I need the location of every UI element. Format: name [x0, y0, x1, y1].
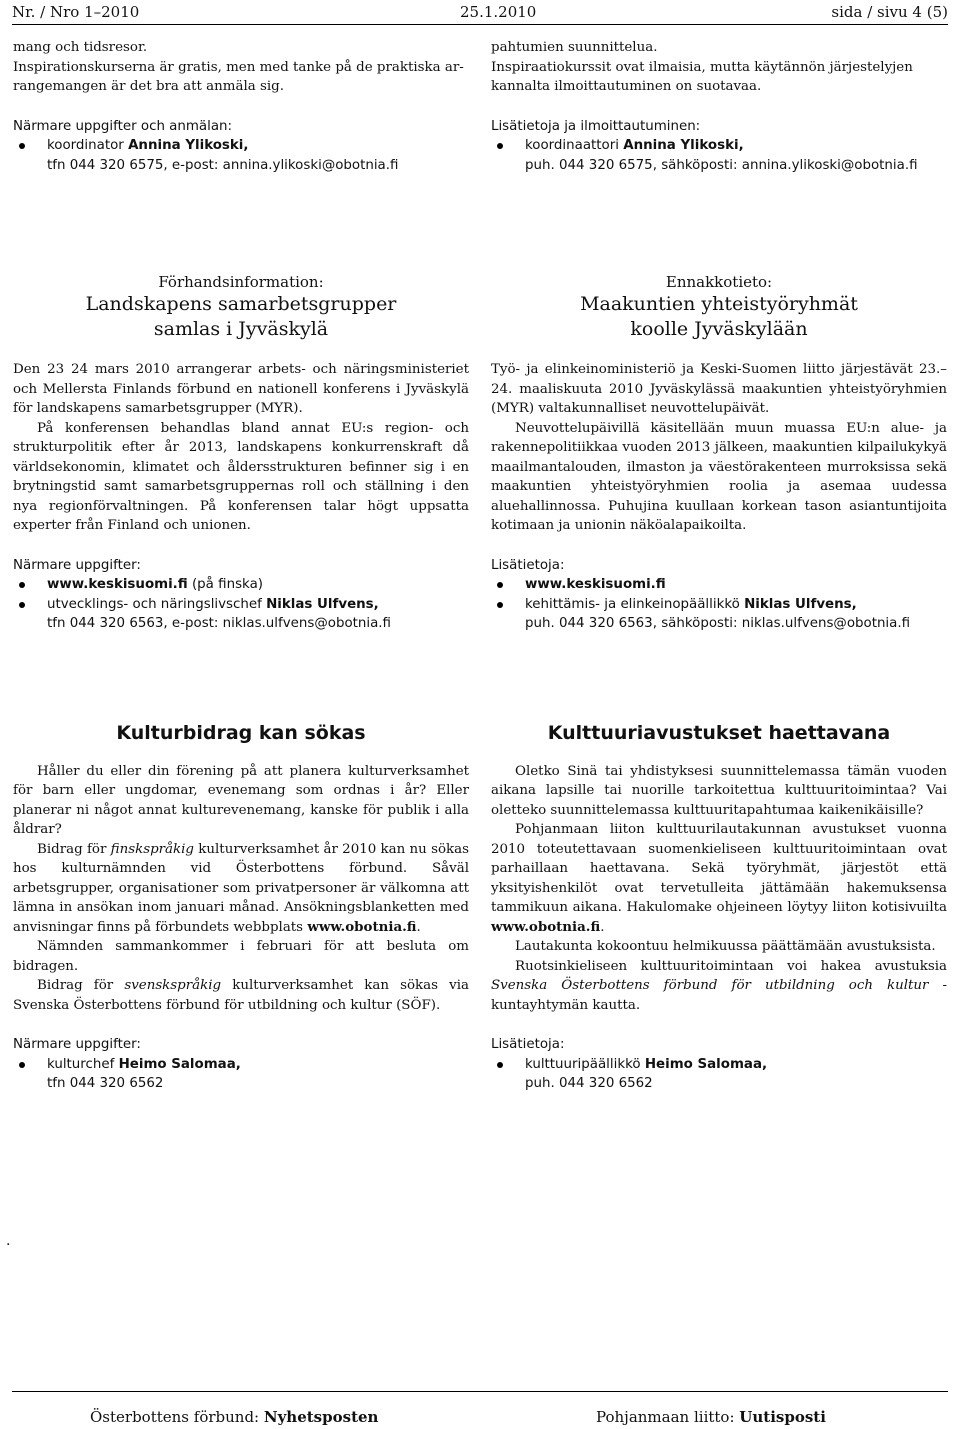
page-header	[12, 0, 948, 25]
paragraph	[491, 820, 947, 937]
link-note: (på finska)	[187, 577, 263, 592]
text-run: kulturverksamhet kan sökas via Svenska Österbottens förbund för utbildning och kultur (SÖF).	[13, 978, 469, 1013]
contact-details: tfn 044 320 6575, e-post: annina.ylikoski@obotnia.fi	[47, 157, 399, 173]
contact-details: tfn 044 320 6563, e-post: niklas.ulfvens@obotnia.fi	[47, 616, 391, 631]
text-run: kulturverksamhet år 2010 kan nu sökas hos kulturnämnden vid Österbottens förbund. Såväl arbetsgrupper, organisationer som privatpersoner är välkomna att lämna in ansökan inom januari månad. Ansökningsblanketten med anvisningar finns på förbundets webbplats	[13, 841, 469, 935]
text-run: .	[600, 919, 605, 935]
contact-name: Annina Ylikoski,	[623, 138, 744, 153]
bottom-left-article	[13, 724, 469, 1094]
text-line: kannalta ilmoittautuminen on suotavaa.	[491, 79, 762, 94]
contact-list	[491, 1055, 947, 1094]
bullet-icon	[19, 582, 25, 588]
website-link[interactable]: www.keskisuomi.fi	[47, 577, 188, 592]
contact-name: Heimo Salomaa,	[118, 1056, 241, 1072]
list-item	[13, 1055, 469, 1094]
contact-label: Närmare uppgifter och anmälan:	[13, 118, 233, 134]
contact-name: Annina Ylikoski,	[128, 138, 249, 153]
list-item	[491, 1055, 947, 1094]
bullet-icon	[19, 602, 25, 608]
website-link[interactable]: www.keskisuomi.fi	[525, 577, 666, 592]
paragraph: Håller du eller din förening på att planera kulturverksamhet för barn eller ungdomar, evenemang som ordnas i år? Eller planerar ni något annat kulturevenemang, kanske för publik i alla åldrar?	[13, 763, 469, 837]
text-run: -kuntayhtymän kautta.	[491, 978, 947, 1013]
bullet-icon	[497, 602, 503, 608]
contact-details: puh. 044 320 6563, sähköposti: niklas.ulfvens@obotnia.fi	[525, 616, 911, 631]
preheading: Förhandsinformation:	[158, 273, 324, 291]
article-title: Kulturbidrag kan sökas	[116, 722, 366, 744]
list-item	[13, 575, 469, 595]
bullet-icon	[497, 143, 503, 149]
paragraph	[13, 840, 469, 938]
top-left-block	[13, 38, 469, 175]
bullet-icon	[19, 143, 25, 149]
footer-finnish	[596, 1408, 826, 1426]
contact-list	[491, 575, 947, 634]
list-item	[491, 136, 947, 175]
article-title-line2: samlas i Jyväskylä	[153, 318, 329, 340]
contact-details: tfn 044 320 6562	[47, 1076, 164, 1091]
text-line: pahtumien suunnittelua.	[491, 40, 658, 55]
emphasis: Svenska Österbottens förbund för utbildning och kultur	[491, 978, 929, 993]
text-run: Bidrag för	[37, 841, 111, 857]
contact-label: Lisätietoja:	[491, 1037, 565, 1052]
emphasis: svenskspråkig	[124, 978, 222, 993]
footer-swedish	[90, 1408, 378, 1426]
article-title: Kulttuuriavustukset haettavana	[547, 722, 891, 744]
contact-list	[13, 1055, 469, 1094]
text-run: Ruotsinkieliseen kulttuuritoimintaan voi hakea avustuksia	[515, 958, 947, 974]
contact-name: Niklas Ulfvens,	[744, 596, 857, 612]
contact-details: puh. 044 320 6575, sähköposti: annina.ylikoski@obotnia.fi	[525, 157, 918, 173]
text-line: Inspiraatiokurssit ovat ilmaisia, mutta käytännön järjestelyjen	[491, 59, 913, 75]
paragraph: Nämnden sammankommer i februari för att besluta om bidragen.	[13, 939, 469, 974]
footer-org: Österbottens förbund:	[90, 1408, 264, 1426]
contact-list	[13, 575, 469, 634]
contact-role: koordinator	[47, 138, 129, 153]
text-line: mang och tidsresor.	[13, 40, 148, 55]
mid-right-article	[491, 272, 947, 634]
footer-publication: Nyhetsposten	[263, 1408, 379, 1426]
contact-list	[491, 136, 947, 175]
website-link[interactable]: www.obotnia.fi	[307, 918, 417, 935]
list-item	[13, 595, 469, 634]
paragraph: Lautakunta kokoontuu helmikuussa päättämään avustuksista.	[515, 939, 936, 954]
list-item	[491, 575, 947, 595]
contact-label: Närmare uppgifter:	[13, 1037, 141, 1052]
list-item	[491, 595, 947, 634]
article-title: Maakuntien yhteistyöryhmät	[580, 293, 858, 315]
website-link[interactable]: www.obotnia.fi	[491, 918, 601, 935]
contact-role: utvecklings- och näringslivschef	[47, 596, 267, 612]
footer-publication: Uutisposti	[739, 1408, 826, 1426]
article-title: Landskapens samarbetsgrupper	[85, 293, 397, 315]
contact-role: kulttuuripäällikkö	[525, 1056, 645, 1072]
bullet-icon	[497, 582, 503, 588]
paragraph: Oletko Sinä tai yhdistyksesi suunnittelemassa tämän vuoden aikana lapsille tai nuorille tarkoitettua kulttuuritoimintaa? Vai oletteko suunnittelemassa kulttuuritapahtumaa kaikenikäisille?	[491, 763, 947, 818]
contact-details: puh. 044 320 6562	[525, 1076, 653, 1091]
bullet-icon	[497, 1062, 503, 1068]
contact-role: kulturchef	[47, 1056, 119, 1072]
bullet-icon	[19, 1062, 25, 1068]
paragraph	[13, 976, 469, 1015]
emphasis: finskspråkig	[110, 841, 194, 857]
contact-name: Niklas Ulfvens,	[266, 596, 379, 612]
contact-name: Heimo Salomaa,	[644, 1056, 768, 1072]
top-right-block	[491, 38, 947, 175]
paragraph	[491, 957, 947, 1016]
text-line: Inspirationskurserna är gratis, men med tanke på de praktiska ar-	[13, 59, 464, 75]
preheading: Ennakkotieto:	[665, 273, 773, 291]
contact-role: kehittämis- ja elinkeinopäällikkö	[525, 596, 745, 612]
paragraph: På konferensen behandlas bland annat EU:s region- och strukturpolitik efter år 2013, landskapens konkurrenskraft då världsekonomin, klimatet och åldersstrukturen befinner sig i en brytningstid samt samarbetsgruppernas roll och ställning i den nya regionförvaltningen. På konferensen talar högt uppsatta experter från Finland och unionen.	[13, 420, 469, 533]
contact-label: Närmare uppgifter:	[13, 557, 141, 573]
list-item	[13, 136, 469, 175]
text-run: .	[416, 919, 421, 935]
paragraph: Den 23 24 mars 2010 arrangerar arbets- och näringsministeriet och Mellersta Finlands förbund en nationell konferens i Jyväskylä för landskapens samarbetsgrupper (MYR).	[13, 362, 469, 416]
page-number: sida / sivu 4 (5)	[831, 3, 948, 21]
text-run: Bidrag för	[37, 978, 125, 993]
bottom-right-article	[491, 724, 947, 1094]
issue-date: 25.1.2010	[460, 3, 537, 21]
text-line: rangemangen är det bra att anmäla sig.	[13, 79, 284, 94]
issue-number: Nr. / Nro 1–2010	[12, 3, 140, 21]
text-run: Pohjanmaan liiton kulttuurilautakunnan avustukset vuonna 2010 toteutettavaan suomenkieliseen kulttuuritoimintaan ovat parhaillaan haettavana. Sekä työryhmät, järjestöt että yksityishenkilöt ovat tervetulleita jättämään hakemuksensa tammikuun aikana. Hakulomake ohjeineen löytyy liiton kotisivuilta	[491, 822, 947, 915]
contact-role: koordinaattori	[525, 138, 624, 153]
stray-period: .	[6, 1233, 11, 1249]
contact-list	[13, 136, 469, 175]
footer-org: Pohjanmaan liitto:	[596, 1408, 740, 1426]
paragraph: Työ- ja elinkeinoministeriö ja Keski-Suomen liitto järjestävät 23.–24. maaliskuuta 2010 Jyväskylässä maakuntien yhteistyöryhmien (MYR) valtakunnalliset neuvottelupäivät.	[491, 362, 947, 416]
contact-label: Lisätietoja ja ilmoittautuminen:	[491, 118, 701, 134]
paragraph: Neuvottelupäivillä käsitellään muun muassa EU:n alue- ja rakennepolitiikkaa vuoden 2013 jälkeen, maakuntien kilpailukykyä maailmantalouden, ilmaston ja väestörakenteen murroksissa sekä maakuntien yhteistyöryhmien roolia ja asemaa uudessa aluehallinnossa. Puhujina kuullaan korkean tason asiantuntijoita kotimaan ja unionin näköalapaikoilta.	[491, 420, 947, 533]
page-footer	[12, 1391, 948, 1429]
mid-left-article	[13, 272, 469, 634]
article-title-line2: koolle Jyväskylään	[630, 318, 808, 340]
contact-label: Lisätietoja:	[491, 557, 565, 573]
